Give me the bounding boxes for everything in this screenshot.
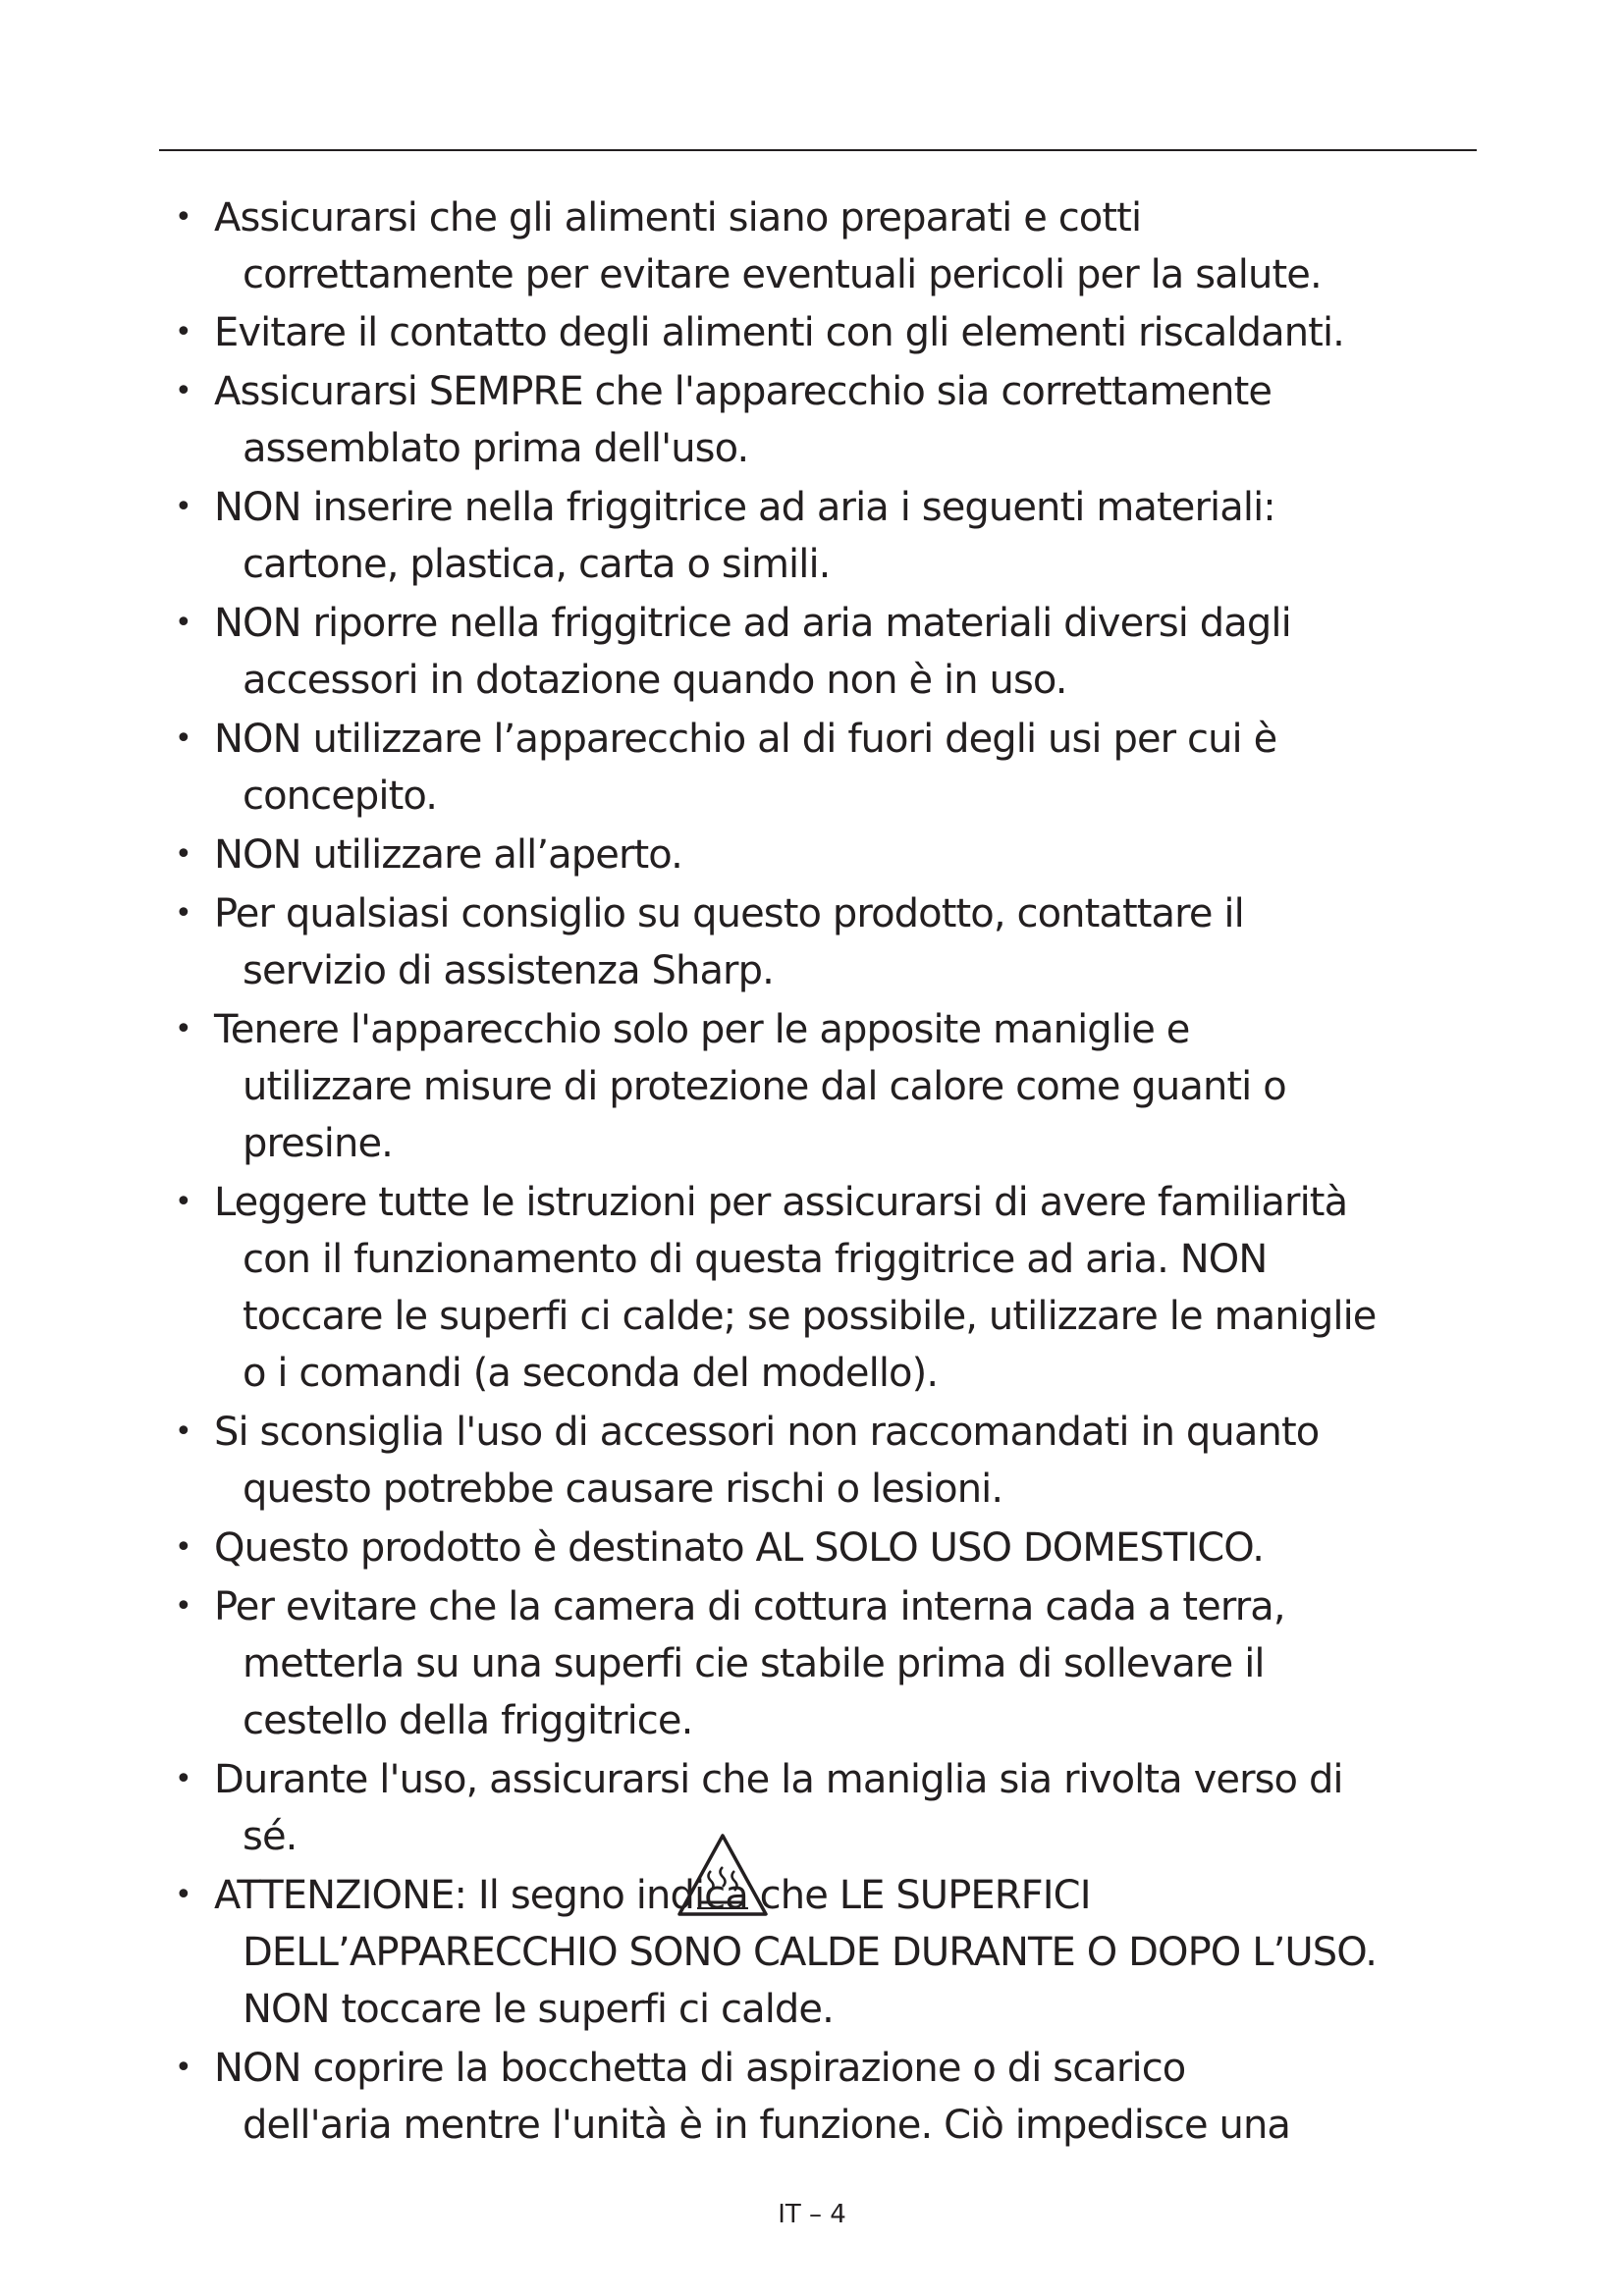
bullet: •: [175, 1415, 192, 1449]
item-text-line: presine.: [243, 1121, 393, 1166]
bullet: •: [175, 1185, 192, 1219]
bullet: •: [175, 315, 192, 349]
item-text-line: NON utilizzare l’apparecchio al di fuori degli usi per cui è: [214, 717, 1277, 762]
bullet: •: [175, 721, 192, 756]
item-text-line: cestello della friggitrice.: [243, 1698, 693, 1743]
hot-surface-warning-icon: [676, 1832, 770, 1918]
item-text-line: Assicurarsi che gli alimenti siano preparati e cotti: [214, 195, 1142, 240]
item-text-line: Si sconsiglia l'uso di accessori non raccomandati in quanto: [214, 1410, 1320, 1455]
item-text-line: NON inserire nella friggitrice ad aria i seguenti materiali:: [214, 485, 1275, 530]
item-text-line: Durante l'uso, assicurarsi che la maniglia sia rivolta verso di: [214, 1757, 1343, 1802]
item-text-line: Evitare il contatto degli alimenti con gli elementi riscaldanti.: [214, 310, 1344, 355]
item-text-line: questo potrebbe causare rischi o lesioni.: [243, 1467, 1003, 1512]
item-text-line: Leggere tutte le istruzioni per assicurarsi di avere familiarità: [214, 1180, 1348, 1225]
item-text-line: Per evitare che la camera di cottura interna cada a terra,: [214, 1584, 1285, 1629]
item-text-line: accessori in dotazione quando non è in uso.: [243, 658, 1067, 703]
bullet: •: [175, 606, 192, 640]
item-text-line: dell'aria mentre l'unità è in funzione. Ciò impedisce una: [243, 2103, 1291, 2148]
bullet: •: [175, 374, 192, 408]
item-text-line: Tenere l'apparecchio solo per le apposite maniglie e: [214, 1007, 1190, 1052]
item-text-line: Per qualsiasi consiglio su questo prodotto, contattare il: [214, 891, 1244, 936]
bullet: •: [175, 2051, 192, 2085]
bullet: •: [175, 1589, 192, 1624]
item-text-line: correttamente per evitare eventuali pericoli per la salute.: [243, 252, 1322, 297]
item-text-line: utilizzare misure di protezione dal calore come guanti o: [243, 1064, 1286, 1109]
bullet: •: [175, 837, 192, 872]
bullet: •: [175, 1762, 192, 1796]
item-text-line: NON coprire la bocchetta di aspirazione o di scarico: [214, 2046, 1186, 2091]
item-text-line: Assicurarsi SEMPRE che l'apparecchio sia correttamente: [214, 369, 1272, 414]
item-text-line: DELL’APPARECCHIO SONO CALDE DURANTE O DOPO L’USO.: [243, 1930, 1378, 1975]
item-text-line: servizio di assistenza Sharp.: [243, 948, 774, 993]
item-text-line: metterla su una superfi cie stabile prima di sollevare il: [243, 1641, 1265, 1686]
item-text-line: ATTENZIONE: Il segno indica che LE SUPERFICI: [214, 1873, 1091, 1918]
item-text-line: NON riporre nella friggitrice ad aria materiali diversi dagli: [214, 601, 1291, 646]
item-text-line: sé.: [243, 1814, 298, 1859]
bullet: •: [175, 896, 192, 931]
item-text-line: NON utilizzare all’aperto.: [214, 832, 682, 878]
bullet: •: [175, 200, 192, 235]
item-text-line: toccare le superfi ci calde; se possibile, utilizzare le maniglie: [243, 1294, 1377, 1339]
item-text-line: NON toccare le superfi ci calde.: [243, 1987, 834, 2032]
page-number: IT – 4: [778, 2200, 846, 2229]
bullet: •: [175, 1012, 192, 1046]
item-text-line: assemblato prima dell'uso.: [243, 426, 749, 471]
item-text-line: o i comandi (a seconda del modello).: [243, 1351, 939, 1396]
bullet: •: [175, 1530, 192, 1565]
item-text-line: Questo prodotto è destinato AL SOLO USO DOMESTICO.: [214, 1525, 1265, 1571]
bullet: •: [175, 1878, 192, 1912]
bullet: •: [175, 490, 192, 524]
item-text-line: cartone, plastica, carta o simili.: [243, 542, 831, 587]
item-text-line: con il funzionamento di questa friggitrice ad aria. NON: [243, 1237, 1268, 1282]
item-text-line: concepito.: [243, 774, 438, 819]
